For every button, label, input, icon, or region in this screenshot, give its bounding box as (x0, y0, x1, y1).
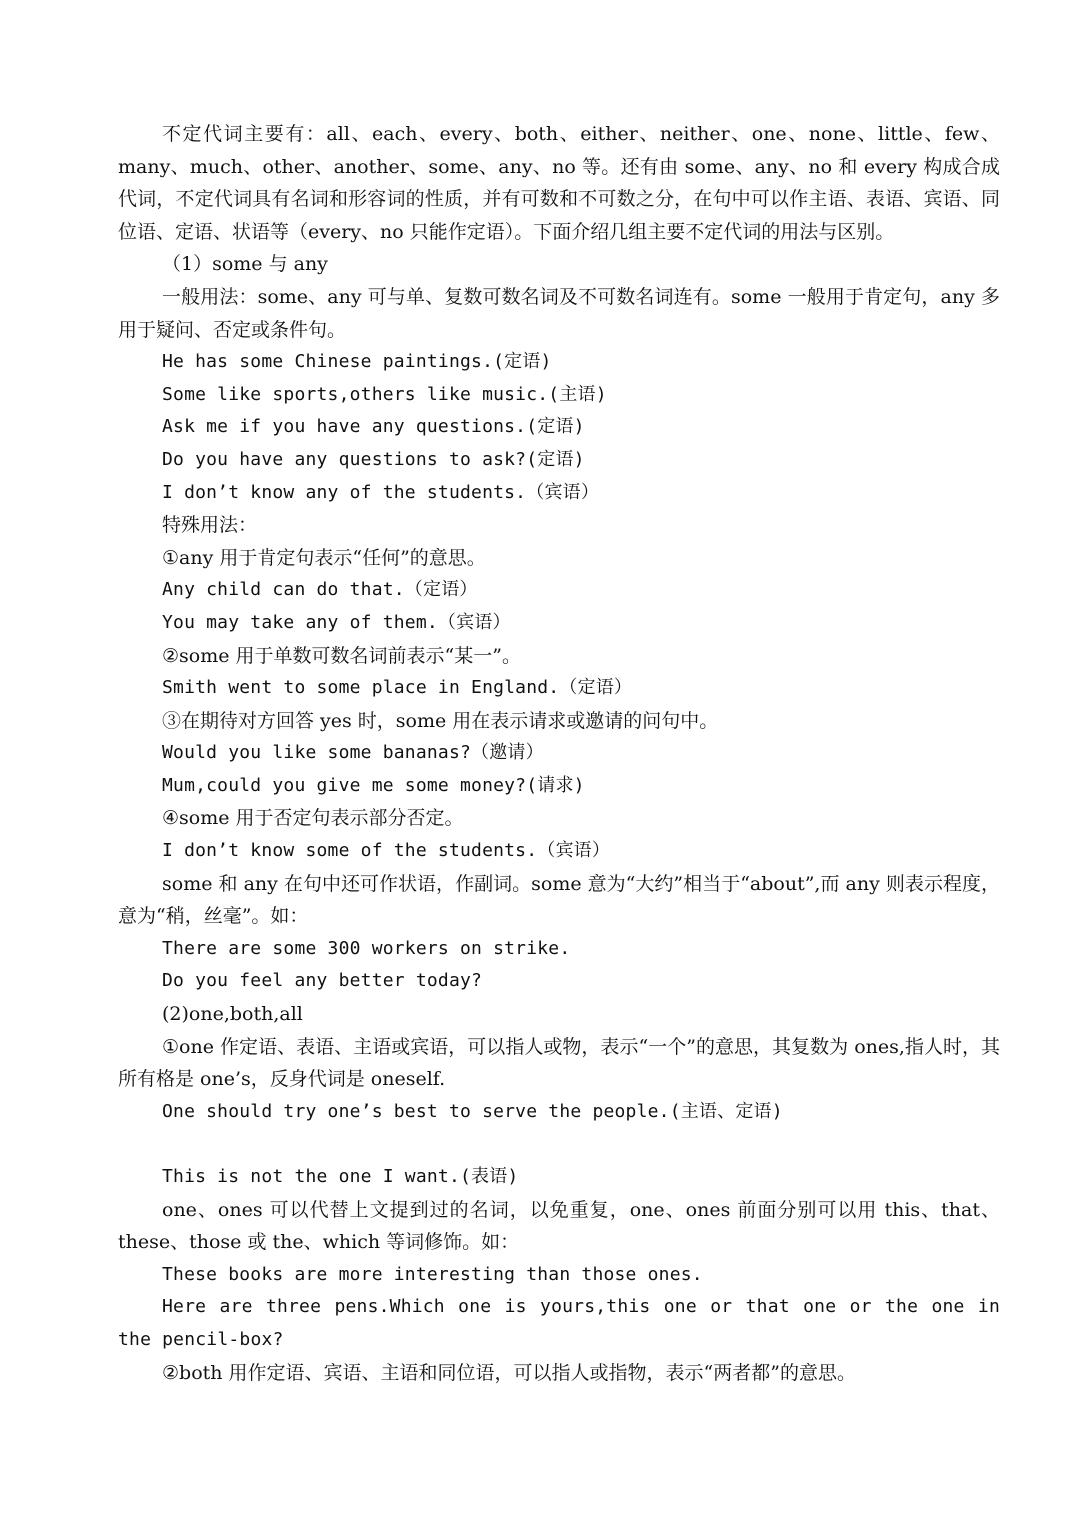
example-sentence: There are some 300 workers on strike. (162, 937, 571, 959)
example-sentence: Any child can do that.（定语） (162, 579, 478, 601)
rule-item: ④some 用于否定句表示部分否定。 (162, 807, 464, 830)
example-sentence: Do you have any questions to ask?(定语) (162, 448, 585, 470)
paragraph-intro: 不定代词主要有：all、each、every、both、either、neither、one、none、little、few、many、much、other、another、some、any、no 等。还有由 some、any、no 和 every 构成合成代词，不定代词具有名词和形容词的性质，并有可数和不可数之分，在句中可以作主语、表语、宾语、同位语、定语、状语等（every、no 只能作定语）。下面介绍几组主要不定代词的用法与区别。 (118, 123, 1000, 243)
section-heading-some-any: （1）some 与 any (162, 253, 328, 276)
paragraph-one-ones-usage: one、ones 可以代替上文提到过的名词，以免重复，one、ones 前面分别可以用 this、that、these、those 或 the、which 等词修饰。如： (118, 1198, 1000, 1254)
rule-item: ①one 作定语、表语、主语或宾语，可以指人或物，表示“一个”的意思，其复数为 ones,指人时，其所有格是 one’s，反身代词是 oneself. (118, 1035, 1000, 1091)
rule-item: ①any 用于肯定句表示“任何”的意思。 (162, 546, 486, 569)
paragraph-special-usage: 特殊用法： (162, 514, 258, 537)
blank-line (118, 1128, 1000, 1161)
example-sentence: I don’t know some of the students.（宾语） (162, 840, 611, 862)
document-page (118, 118, 1000, 1389)
rule-item: ③在期待对方回答 yes 时，some 用在表示请求或邀请的问句中。 (162, 709, 719, 732)
example-sentence: Would you like some bananas?（邀请） (162, 742, 544, 764)
example-sentence: Do you feel any better today? (162, 970, 483, 992)
example-sentence: I don’t know any of the students.（宾语） (162, 481, 600, 503)
paragraph-adverb-usage: some 和 any 在句中还可作状语，作副词。some 意为“大约”相当于“about”,而 any 则表示程度，意为“稍，丝毫”。如： (118, 872, 1000, 928)
paragraph-general-usage: 一般用法：some、any 可与单、复数可数名词及不可数名词连有。some 一般用于肯定句，any 多用于疑问、否定或条件句。 (118, 285, 1000, 341)
example-sentence: Mum,could you give me some money?(请求) (162, 774, 585, 796)
example-sentence: He has some Chinese paintings.(定语) (162, 351, 552, 373)
example-sentence: One should try one’s best to serve the people.(主语、定语) (162, 1100, 783, 1122)
example-sentence: This is not the one I want.(表语) (162, 1166, 519, 1187)
example-sentence: Here are three pens.Which one is yours,this one or that one or the one in the pencil-box? (118, 1296, 1000, 1350)
example-sentence: These books are more interesting than those ones. (162, 1263, 703, 1285)
rule-item: ②both 用作定语、宾语、主语和同位语，可以指人或指物，表示“两者都”的意思。 (162, 1361, 856, 1384)
example-sentence: You may take any of them.（宾语） (162, 611, 511, 633)
example-sentence: Some like sports,others like music.(主语) (162, 383, 607, 405)
rule-item: ②some 用于单数可数名词前表示“某一”。 (162, 644, 521, 667)
section-heading-one-both-all: (2)one,both,all (162, 1003, 303, 1026)
example-sentence: Smith went to some place in England.（定语） (162, 677, 633, 699)
example-sentence: Ask me if you have any questions.(定语) (162, 416, 585, 438)
